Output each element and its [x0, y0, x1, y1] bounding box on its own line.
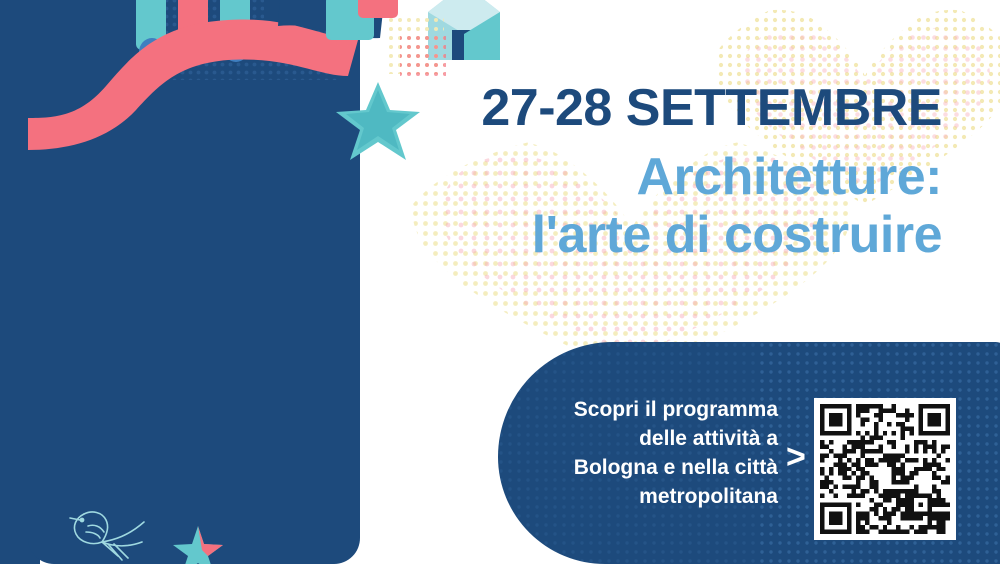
cta-text	[538, 396, 778, 512]
qr-code[interactable]	[814, 398, 956, 540]
cta-line-4: metropolitana	[639, 484, 778, 508]
cta-panel	[498, 342, 1000, 564]
qr-code-image	[820, 404, 950, 534]
headline-block	[382, 79, 942, 265]
event-title-line-2: l'arte di costruire	[531, 206, 942, 265]
chevron-right-icon: >	[786, 438, 806, 476]
star-icon	[170, 524, 226, 564]
cta-line-2: delle attività a	[639, 426, 778, 450]
cta-line-1: Scopri il programma	[573, 398, 778, 421]
bird-icon	[66, 506, 156, 564]
cta-line-3: Bologna e nella città	[573, 455, 778, 479]
event-date: 27-28 SETTEMBRE	[481, 79, 942, 137]
event-title-line-1: Architetture:	[636, 148, 942, 206]
